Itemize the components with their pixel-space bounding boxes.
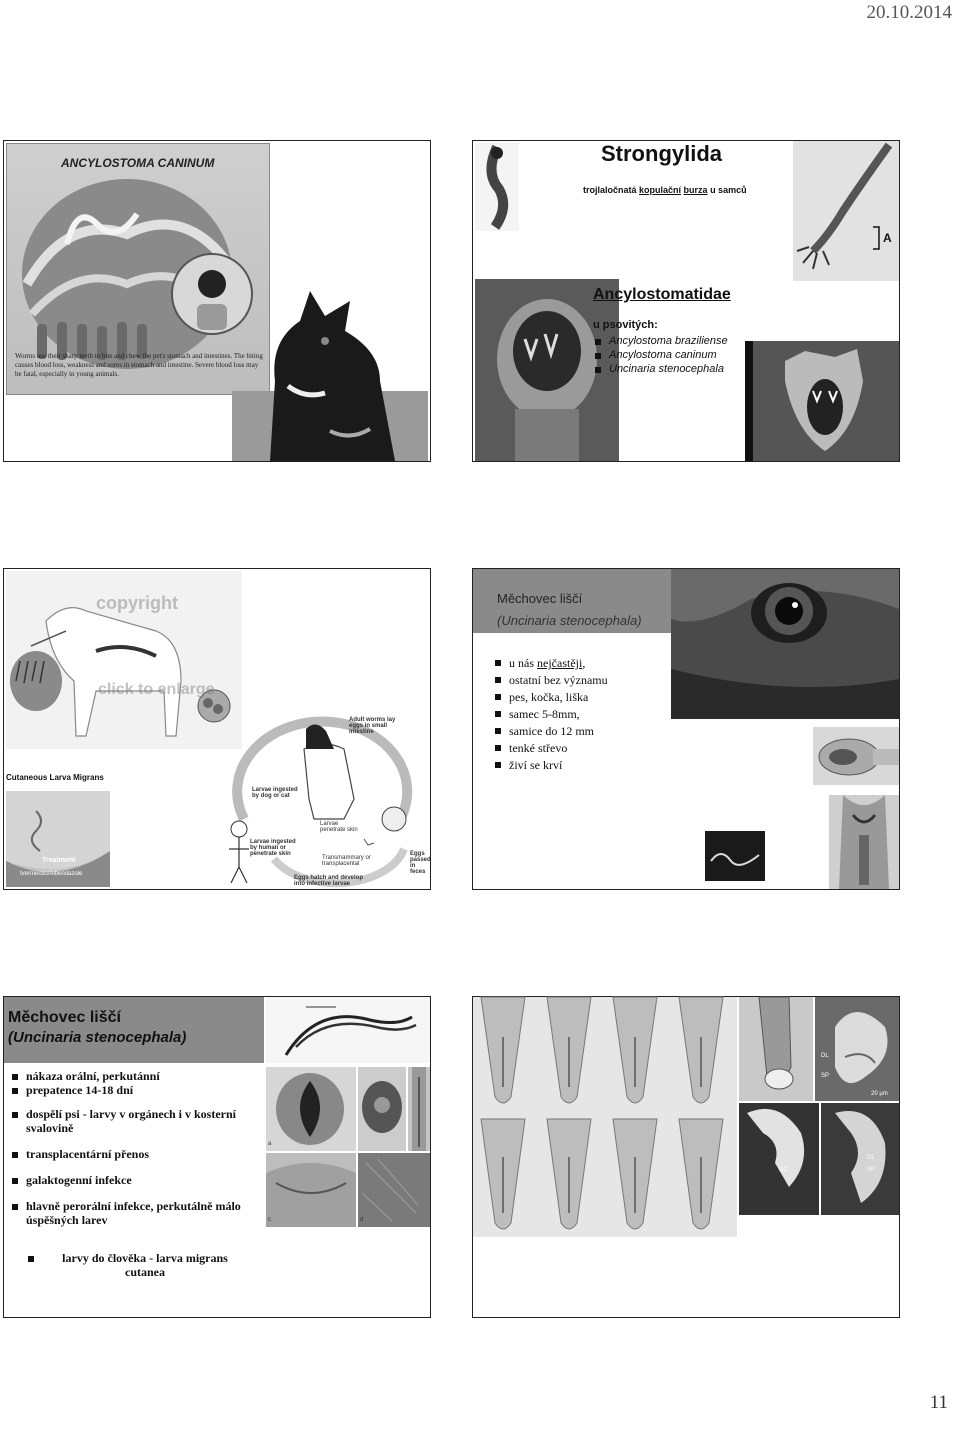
slide-title: Měchovec liščí xyxy=(497,591,583,606)
cutaneous-photo xyxy=(6,773,110,887)
doberman-image xyxy=(230,261,430,461)
sem-micrograph-top-left xyxy=(739,997,813,1101)
list-item: nákaza orální, perkutánní xyxy=(12,1069,262,1083)
list-item xyxy=(495,655,608,672)
infection-list xyxy=(12,1069,262,1227)
poster-caption: Worms use their sharp teeth to bite and chew the pet's stomach and intestines. The biting causes blood loss, weakness and sores in stomach and intestine. Severe blood loss may be fatal, especially in young animals. xyxy=(15,352,263,378)
bullet-text: u nás xyxy=(509,656,537,670)
cutaneous-label: Cutaneous Larva Migrans xyxy=(6,773,104,782)
slide-title: Strongylida xyxy=(601,141,723,166)
worm-head-micrograph xyxy=(475,143,519,231)
list-item: galaktogenní infekce xyxy=(12,1173,262,1187)
panel-letter: a xyxy=(268,1141,272,1147)
header-date: 20.10.2014 xyxy=(866,2,952,23)
scale-label: 20 µm xyxy=(871,1091,888,1097)
list-item xyxy=(495,723,608,740)
micrograph-c xyxy=(408,1067,430,1151)
bullet-underlined: nejčastěji xyxy=(537,656,583,670)
label-a: A xyxy=(883,231,892,245)
adult-worms-photo xyxy=(266,997,430,1063)
cycle-label: Larvae ingested by human or penetrate skin xyxy=(250,839,296,857)
sem-label: SP xyxy=(821,1073,830,1079)
list-item: Ancylostoma caninum xyxy=(595,348,728,362)
sem-micrograph-bottom-right xyxy=(821,1103,899,1215)
cycle-label: Eggs passed in feces xyxy=(410,851,431,875)
panel-letter: d xyxy=(360,1217,364,1223)
facts-list xyxy=(495,655,608,774)
title-bar xyxy=(473,569,671,633)
bullet-text: pes, kočka, liška xyxy=(509,690,589,704)
slide-latin-name: (Uncinaria stenocephala) xyxy=(8,1029,187,1046)
sem-micrograph-bottom-left xyxy=(739,1103,819,1215)
treatment-label: Treatment xyxy=(42,857,76,864)
cycle-label: Transmammary or transplacental xyxy=(322,855,371,867)
buccal-capsule-micrograph xyxy=(829,795,899,889)
fox-photo xyxy=(745,341,899,461)
slide-strongylida xyxy=(472,140,900,462)
subtitle-part: kopulační xyxy=(639,185,682,195)
subtitle-part: burza xyxy=(683,185,708,195)
sem-label: GC xyxy=(779,1167,788,1173)
list-item xyxy=(495,757,608,774)
cycle-label: Larvae penetrate skin xyxy=(320,821,358,833)
subtitle-part: u samců xyxy=(707,185,747,195)
light-micrograph-grid xyxy=(473,997,737,1237)
bullet-text: živí se krví xyxy=(509,758,563,772)
subtitle-part: trojlaločnatá xyxy=(583,185,640,195)
bullet-text: , xyxy=(582,656,586,670)
micrograph-a xyxy=(266,1067,356,1151)
cycle-label: Larvae ingested by dog or cat xyxy=(252,787,298,799)
list-item xyxy=(495,706,608,723)
panel-letter: c xyxy=(268,1217,271,1223)
sem-label: SP xyxy=(867,1167,876,1173)
micrograph-b xyxy=(358,1067,406,1151)
bullet-text: samec 5-8mm, xyxy=(509,707,580,721)
list-item: transplacentární přenos xyxy=(12,1147,262,1161)
bullet-text: samice do 12 mm xyxy=(509,724,594,738)
bursa-micrograph xyxy=(793,141,899,281)
sem-label: DL xyxy=(867,1155,875,1161)
slide-life-cycle xyxy=(3,568,431,890)
hosts-label: u psovitých: xyxy=(593,319,658,331)
list-item: dospělí psi - larvy v orgánech i v kosterní svalovině xyxy=(12,1107,262,1135)
sem-label: DL xyxy=(821,1053,829,1059)
slide-subtitle xyxy=(583,185,747,195)
species-list xyxy=(595,334,728,376)
poster-title: ANCYLOSTOMA CANINUM xyxy=(61,156,215,170)
drug-label: Ivermectin/Albendazole xyxy=(20,871,83,877)
cycle-label: Eggs hatch and develop into infective larvae xyxy=(294,875,364,887)
slide-latin-name: (Uncinaria stenocephala) xyxy=(497,613,642,628)
list-item: hlavně perorální infekce, perkutálně málo úspěšných larev xyxy=(12,1199,262,1227)
slide-infection xyxy=(3,996,431,1318)
hookworm-head-micrograph xyxy=(813,727,899,785)
sem-micrograph-top-right xyxy=(815,997,899,1101)
dog-cycle-diagram xyxy=(6,571,242,749)
page-number: 11 xyxy=(929,1392,948,1413)
list-item: larvy do člověka - larva migrans cutanea xyxy=(28,1251,248,1279)
watermark-click: click to enlarge xyxy=(98,681,215,698)
list-item: prepatence 14-18 dní xyxy=(12,1083,262,1097)
slide-micrographs xyxy=(472,996,900,1318)
slide-mechovec-lisci xyxy=(472,568,900,890)
micrograph-d xyxy=(266,1153,356,1227)
slide-title: Měchovec liščí xyxy=(8,1009,121,1026)
bullet-text: ostatní bez významu xyxy=(509,673,608,687)
bullet-text: tenké střevo xyxy=(509,741,568,755)
slide-ancylostoma-caninum xyxy=(3,140,431,462)
watermark-copyright: copyright xyxy=(96,593,179,613)
list-item xyxy=(495,740,608,757)
migrans-list xyxy=(28,1251,248,1279)
list-item xyxy=(495,672,608,689)
list-item: Ancylostoma braziliense xyxy=(595,334,728,348)
list-item xyxy=(495,689,608,706)
micrograph-e xyxy=(358,1153,430,1227)
fox-eye-photo xyxy=(671,569,899,719)
title-bar xyxy=(4,997,264,1063)
worms-dark-photo xyxy=(705,831,765,881)
list-item: Uncinaria stenocephala xyxy=(595,362,728,376)
section-title: Ancylostomatidae xyxy=(593,286,731,303)
cycle-label: Adult worms lay eggs in small intestine xyxy=(349,717,396,735)
